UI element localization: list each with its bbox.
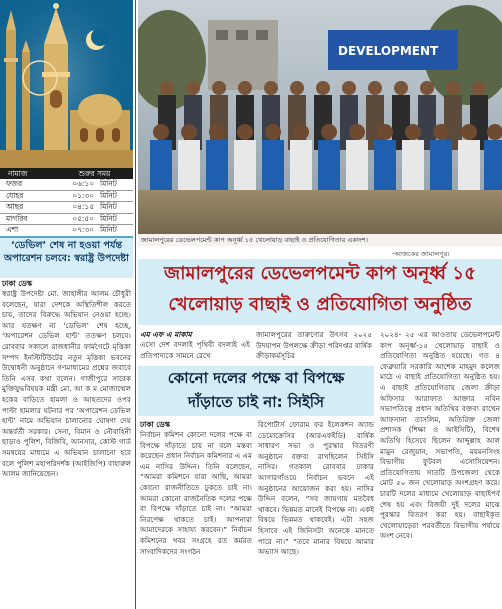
player-head	[265, 124, 281, 140]
prayer-unit: মিনিট	[100, 213, 117, 223]
player-figure	[402, 140, 424, 190]
player-figure	[374, 140, 396, 190]
photo-caption-bar	[138, 234, 502, 246]
prayer-unit: মিনিট	[100, 179, 117, 188]
person-head	[186, 81, 200, 95]
person-head	[238, 81, 252, 95]
main-headline-line2: খেলোয়াড় বাছাই ও প্রতিযোগিতা অনুষ্ঠিত	[168, 294, 472, 315]
banner-text: DEVELOPMENT	[338, 44, 439, 58]
prayer-row	[0, 179, 133, 191]
photo-caption: জামালপুরের ডেভেলপমেন্ট কাপ অনূর্ধ্ব ১৫ খেলোয়াড় বাছাই ও প্রতিযোগিতার একাংশ।	[141, 236, 369, 244]
prayer-row	[0, 202, 133, 214]
main-story-col1: এসো দেশ বদলাই পৃথিবী বদলাই এই প্রতিপাদ্যকে সামনে রেখে	[140, 340, 250, 360]
column-divider	[135, 0, 136, 609]
prayer-name: যোহর	[6, 190, 24, 200]
player-figure	[430, 140, 452, 190]
prayer-time: ০৭:৩০	[72, 225, 94, 234]
person-head	[472, 81, 486, 95]
player-head	[153, 124, 169, 140]
player-figure	[484, 140, 502, 190]
prayer-row	[0, 191, 133, 203]
prayer-row	[0, 214, 133, 226]
left-story-title: ‘ডেভিল’ শেষ না হওয়া পর্যন্ত অপারেশন চলবে: স্বরাষ্ট্র উপদেষ্টা	[4, 240, 129, 264]
ec-story-col2: রিপোর্টার্স ফোরাম ফর ইলেকশন অ্যান্ড ডেমোক্রেসির (আরএফইডি) বার্ষিক সাধারণ সভা ও পুরস্কার বিতরণী অনুষ্ঠানে বক্তব্য রাখছিলেন সিইসি নাসির। গতকাল রোববার ঢাকার আগারগাঁওয়ে নির্বাচন ভবনে এই অনুষ্ঠানের আয়োজন করা হয়। নাসির উদ্দিন বলেন, “সব জায়গায় মতবৈধ থাকবে। ভিন্নমত মানেই বিপক্ষে না। একই বিষয়ে ভিন্নমত থাকবেই। এটা সহজ হিসাবে এই জিনিসটা অনেকে মানতে পারে না।” “তবে মানার বিষয়ে আমার অভ্যাস আছে।	[258, 420, 374, 557]
football-team-photo	[138, 0, 502, 246]
player-head	[181, 124, 197, 140]
player-head	[209, 124, 225, 140]
left-story-byline: ঢাকা ডেস্ক	[2, 279, 32, 288]
mosque-icon	[0, 0, 133, 168]
ec-headline-line2: দাঁড়াতে চাই না: সিইসি	[188, 393, 324, 411]
prayer-unit: মিনিট	[100, 190, 117, 200]
player-figure	[290, 140, 312, 190]
main-story-col2: জামালপুরের তারুণ্যের উৎসব ২০২৫ উদযাপন উপলক্ষে ক্রীড়া পরিদপ্তর বার্ষিক ক্রীড়াকর্মসূচির	[256, 330, 372, 361]
player-figure	[318, 140, 340, 190]
mosque-illustration	[0, 0, 133, 168]
person-head	[368, 81, 382, 95]
main-headline-box	[138, 259, 502, 325]
player-head	[405, 124, 421, 140]
person-head	[446, 81, 460, 95]
photo-credit: -আজকের জামালপুর।	[392, 250, 450, 258]
prayer-times-table	[0, 168, 133, 232]
prayer-name: ফজর	[6, 179, 23, 188]
person-head	[342, 81, 356, 95]
player-figure	[262, 140, 284, 190]
prayer-time: ০৪:১৫	[72, 202, 94, 211]
ec-story-col1: নির্বাচন কমিশন কোনো দলের পক্ষে বা বিপক্ষে দাঁড়াতে চায় না বলে মন্তব্য করেছেন প্রধান নির্বাচন কমিশনার এ এম এম নাসির উদ্দিন। তিনি বলেছেন, “আমরা কমিশনে যারা আছি, আমরা কোনো রাজনীতিতে ঢুকতে চাই না। আমরা কোনো রাজনৈতিক দলের পক্ষে বা বিপক্ষে দাঁড়াতে চাই না। “আমরা নিরপেক্ষ থাকতে চাই। আপনারা আমাদেরকে সাহায্য করবেন।” নির্বাচন কমিশনের খবর সংগ্রহে রত কর্মরত সাংবাদিকদের সংগঠন	[140, 430, 252, 556]
main-story-byline: এম এফ এ মাকাম	[140, 330, 192, 339]
team-photo	[138, 0, 502, 246]
player-figure	[206, 140, 228, 190]
prayer-header-name: নামাজ	[8, 169, 28, 178]
prayer-unit: মিনিট	[100, 202, 117, 211]
prayer-header-time: শুরুর সময়	[78, 169, 111, 178]
main-story-col3: ২০২৪- ২৫ এর আওতায় ডেভেলপমেন্ট কাপ অনূর্ধ্ব-১৫ খেলোয়াড় বাছাই ও প্রতিযোগিতা অনুষ্ঠিত হয়েছে। গত ৪ ফেব্রুয়ারি সরকারি আশেক মাহমুদ কলেজ মাঠে এ বাছাই প্রতিযোগিতা অনুষ্ঠিত হয়। এ বাছাই প্রতিযোগিতায় জেলা ক্রীড়া অফিসার আরাফাত আক্তার নবিন সভাপতিত্বে প্রধান অতিথির বক্তব্য রাখেন আফসানা তাসলিম, অতিরিক্ত জেলা প্রশাসক (শিক্ষা ও আইসিটি), বিশেষ অতিথি হিসেবে ছিলেন আব্দুল্লাহ আল মামুন রেজুয়ান, সভাপতি, ময়মনসিংহ বিভাগীয় ফুটবল এসোসিয়েশন। প্রতিযোগিতায় সাতটি উপজেলা থেকে মোট ৫০ জন খেলোয়াড় অংশগ্রহণ করে। চারটি দলের মাধ্যমে খেলোয়াড় বাছাইপর্ব শেষ হয় এবং বিজয়ী দুই দলের মাঝে পুরস্কার বিতরণ করা হয়। বাছাইকৃত খেলোয়াড়েরা পরবর্তীতে বিভাগীয় পর্যায়ে অংশ নেবে।	[380, 330, 500, 541]
prayer-name: এশা	[6, 225, 19, 234]
ec-story-byline: ঢাকা ডেস্ক	[140, 420, 170, 429]
player-head	[461, 124, 477, 140]
prayer-name: মাগরিব	[6, 213, 28, 223]
prayer-name: আছর	[6, 202, 24, 211]
prayer-time: ০১:৩০	[72, 190, 94, 200]
prayer-time: ০৬:১০	[72, 179, 94, 188]
player-figure	[458, 140, 480, 190]
ec-headline-line1: কোনো দলের পক্ষে বা বিপক্ষে	[167, 369, 345, 387]
prayer-unit: মিনিট	[100, 225, 117, 234]
player-head	[321, 124, 337, 140]
person-head	[316, 81, 330, 95]
left-story-headline	[0, 236, 133, 278]
player-head	[349, 124, 365, 140]
player-figure	[346, 140, 368, 190]
person-head	[420, 81, 434, 95]
player-figure	[234, 140, 256, 190]
person-head	[264, 81, 278, 95]
player-figure	[178, 140, 200, 190]
prayer-time: ০৫:৫০	[72, 213, 94, 223]
person-head	[290, 81, 304, 95]
ec-headline-box	[138, 366, 374, 416]
main-headline-line1: জামালপুরের ডেভেলপমেন্ট কাপ অনূর্ধ্ব ১৫	[164, 263, 476, 284]
person-head	[394, 81, 408, 95]
person-head	[212, 81, 226, 95]
player-head	[433, 124, 449, 140]
player-head	[377, 124, 393, 140]
left-story-body: স্বরাষ্ট্র উপদেষ্টা মো. জাহাঙ্গীর আলম চৌধুরী বলেছেন, যারা দেশকে অস্থিতিশীল করতে চায়, তাদের বিরুদ্ধে অভিযান নেওয়া হচ্ছে। আর যতক্ষণ না ‘ডেভিল’ শেষ হচ্ছে, ‘অপারেশন ডেভিল হান্ট’ ততক্ষণ চলবে। রোববার সকালে রাজধানীর ফার্মগেটে মৃত্তিকা সম্পদ ইনস্টিটিউটের নতুন মৃত্তিকা ভবনের উদ্বোধনী অনুষ্ঠানে গণমাধ্যমের প্রশ্নের জবাবে তিনি এসব কথা বলেন। গাজীপুরে সাবেক মুক্তিযুদ্ধবিষয়ক মন্ত্রী মো. আ ক ম মোজাম্মেল হকের বাড়িতে হামলা ও আহতদের ওপর পাল্টা হামলার ঘটনার পর ‘অপারেশন ডেভিল হান্ট’ নামে অভিযান চালানোর ঘোষণা দেয় অন্তর্বর্তী সরকার। সেনা, বিমান ও নৌবাহিনী ছাড়াও পুলিশ, বিজিবি, আনসার, কোস্ট গার্ড সমন্বয়ের মাধ্যমে এ অভিযান চালানো হবে বলে পুলিশ মহাপরিদর্শক (আইজিপি) বাহারুল আলম জানিয়েছেন।	[2, 289, 131, 479]
prayer-row	[0, 225, 133, 237]
player-head	[237, 124, 253, 140]
player-head	[293, 124, 309, 140]
prayer-table-header	[0, 168, 133, 179]
player-figure	[150, 140, 172, 190]
person-head	[160, 81, 174, 95]
